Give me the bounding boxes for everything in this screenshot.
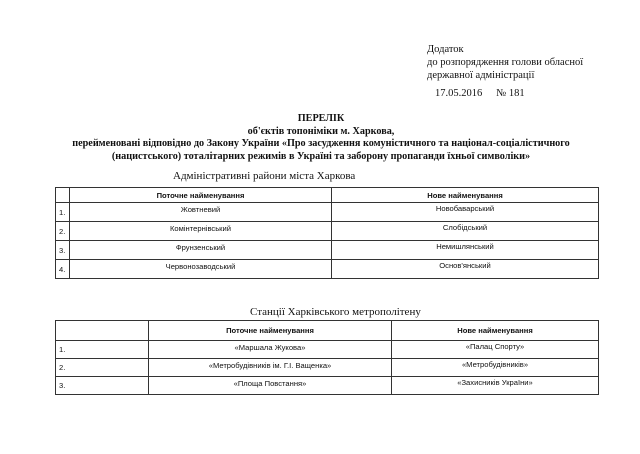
table-row xyxy=(56,341,599,359)
new-name-cell: Слобідський xyxy=(332,222,599,241)
row-number: 3. xyxy=(56,377,149,395)
current-name-cell: «Маршала Жукова» xyxy=(149,341,392,359)
addendum-date-line xyxy=(435,87,583,100)
row-number: 1. xyxy=(56,341,149,359)
table-header-row xyxy=(56,188,599,203)
num-header-cell xyxy=(56,321,149,341)
addendum-number: № 181 xyxy=(496,88,525,99)
new-name-cell: Основ'янський xyxy=(332,260,599,279)
table-row xyxy=(56,241,599,260)
document-title-block xyxy=(30,113,612,163)
current-name-cell: Жовтневий xyxy=(70,203,332,222)
document-title: ПЕРЕЛІК xyxy=(297,113,345,124)
table-row xyxy=(56,377,599,395)
table-header-row xyxy=(56,321,599,341)
metro-section-title: Станції Харківського метрополітену xyxy=(250,306,421,318)
title-line-2: об'єктів топоніміки м. Харкова, xyxy=(247,125,395,137)
current-name-cell: Комінтернівський xyxy=(70,222,332,241)
addendum-line-3: державної адміністрації xyxy=(427,70,535,81)
districts-section-title: Адміністративні райони міста Харкова xyxy=(173,170,356,182)
title-line-3: перейменовані відповідно до Закону України «Про засудження комуністичного та націонал-соціалістичного xyxy=(72,138,570,149)
current-name-header: Поточне найменування xyxy=(149,321,392,341)
table-row xyxy=(56,359,599,377)
metro-table xyxy=(55,320,599,395)
new-name-header: Нове найменування xyxy=(332,188,599,203)
new-name-cell: Новобаварський xyxy=(332,203,599,222)
row-number: 2. xyxy=(56,222,70,241)
current-name-cell: «Метробудівників ім. Г.І. Ващенка» xyxy=(149,359,392,377)
addendum-date: 17.05.2016 xyxy=(435,88,483,99)
new-name-cell: «Захисників України» xyxy=(392,377,599,395)
new-name-cell: «Метробудівників» xyxy=(392,359,599,377)
addendum-line-1: Додаток xyxy=(427,44,464,55)
row-number: 3. xyxy=(56,241,70,260)
new-name-header: Нове найменування xyxy=(392,321,599,341)
districts-table xyxy=(55,187,599,279)
current-name-cell: «Площа Повстання» xyxy=(149,377,392,395)
num-header-cell xyxy=(56,188,70,203)
table-row xyxy=(56,260,599,279)
current-name-cell: Червонозаводський xyxy=(70,260,332,279)
addendum-line-2: до розпорядження голови обласної xyxy=(427,57,584,68)
table-row xyxy=(56,203,599,222)
row-number: 4. xyxy=(56,260,70,279)
new-name-cell: Немишлянський xyxy=(332,241,599,260)
current-name-cell: Фрунзенський xyxy=(70,241,332,260)
current-name-header: Поточне найменування xyxy=(70,188,332,203)
addendum-block xyxy=(427,43,583,100)
row-number: 2. xyxy=(56,359,149,377)
title-line-4: (нацистського) тоталітарних режимів в Україні та заборону пропаганди їхньої символіки» xyxy=(111,150,531,162)
table-row xyxy=(56,222,599,241)
new-name-cell: «Палац Спорту» xyxy=(392,341,599,359)
row-number: 1. xyxy=(56,203,70,222)
